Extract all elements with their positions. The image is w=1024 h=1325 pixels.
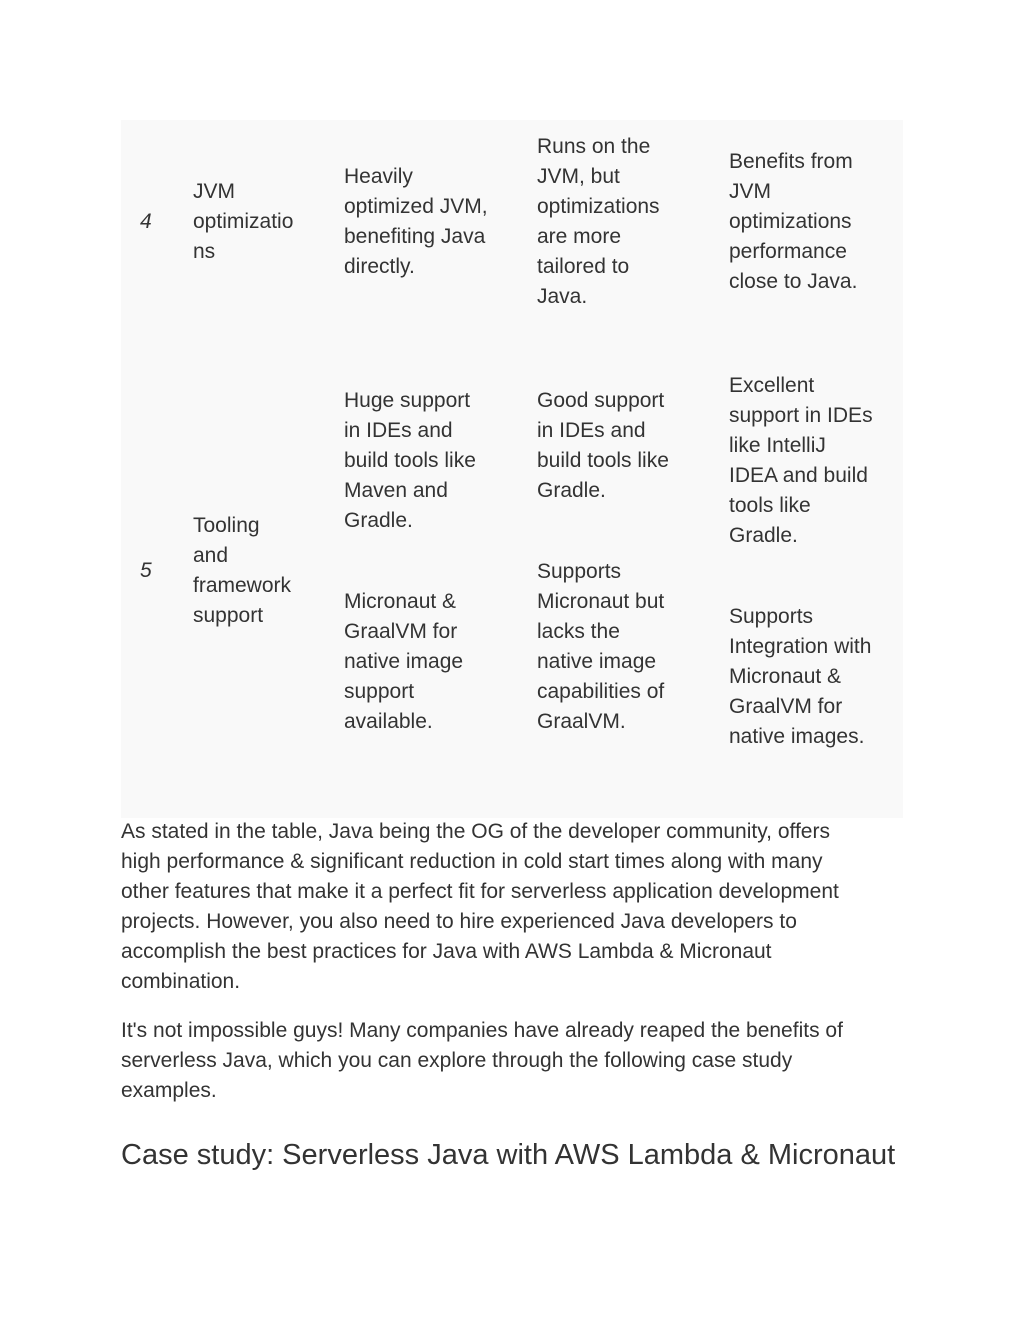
groovy-cell: Good support in IDEs and build tools like Gradle. xyxy=(537,389,669,502)
section-heading: Case study: Serverless Java with AWS Lambda & Micronaut xyxy=(121,1139,896,1171)
feature-cell: JVM optimizatio ns xyxy=(193,180,294,263)
java-cell: Huge support in IDEs and build tools like Maven and Gradle. xyxy=(344,389,476,532)
row-number: 5 xyxy=(140,559,152,582)
java-cell: Micronaut & GraalVM for native image support available. xyxy=(344,590,464,733)
row-number: 4 xyxy=(140,210,152,233)
body-paragraph: As stated in the table, Java being the OG of the developer community, offers high performance & significant reduction in cold start times along with many other features that make it a perfect fit for serverless application development projects. However, you also need to hire experienced Java developers to accomplish the best practices for Java with AWS Lambda & Micronaut combination. xyxy=(121,820,839,993)
body-paragraph: It's not impossible guys! Many companies have already reaped the benefits of serverless Java, which you can explore through the following case study examples. xyxy=(121,1019,843,1102)
feature-cell: Tooling and framework support xyxy=(193,514,292,627)
comparison-table xyxy=(121,120,903,818)
groovy-cell: Runs on the JVM, but optimizations are more tailored to Java. xyxy=(537,135,660,308)
kotlin-cell: Benefits from JVM optimizations performance close to Java. xyxy=(729,150,858,293)
java-cell: Heavily optimized JVM, benefiting Java directly. xyxy=(344,165,488,278)
kotlin-cell: Excellent support in IDEs like IntelliJ IDEA and build tools like Gradle. xyxy=(729,374,873,547)
kotlin-cell: Supports Integration with Micronaut & GraalVM for native images. xyxy=(729,605,872,748)
groovy-cell: Supports Micronaut but lacks the native image capabilities of GraalVM. xyxy=(537,560,665,733)
